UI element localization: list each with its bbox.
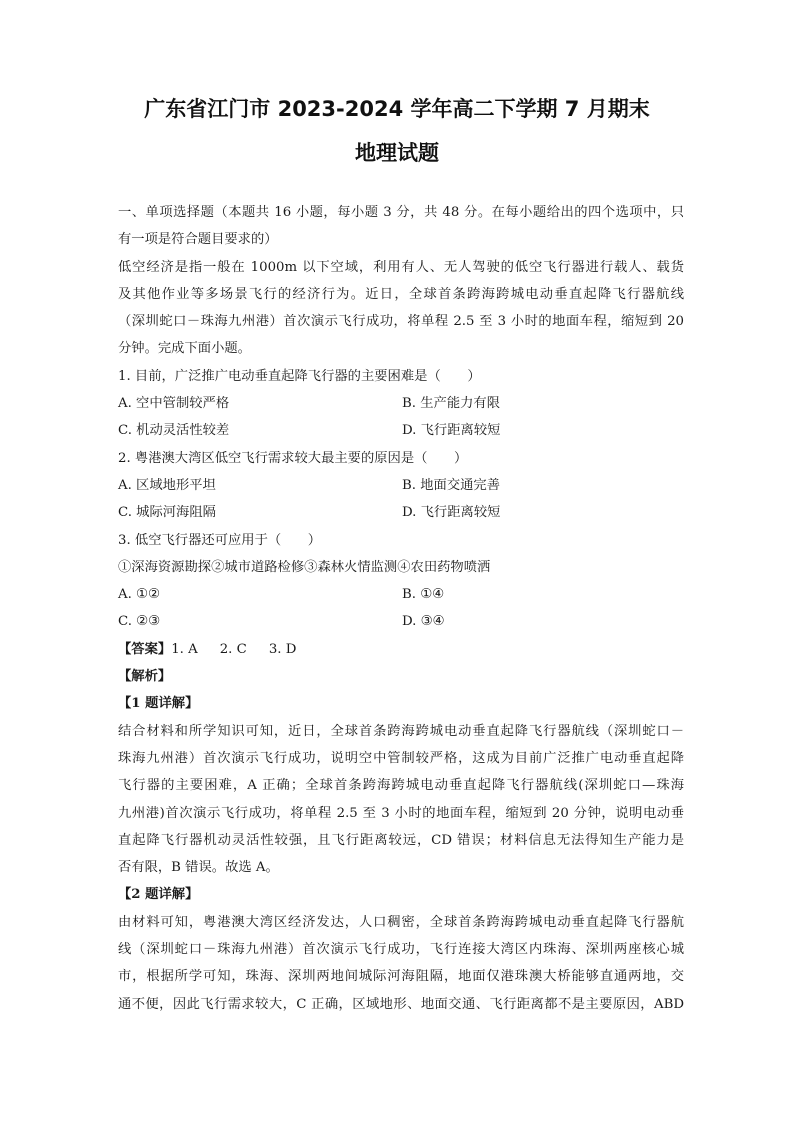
analysis-line: 结合材料和所学知识可知，近日，全球首条跨海跨城电动垂直起降飞行器航线（深圳蛇口－ [118, 723, 684, 739]
passage-line: 低空经济是指一般在 1000m 以下空域，利用有人、无人驾驶的低空飞行器进行载人、载货 [118, 259, 684, 275]
question-sub-items: ①深海资源勘探②城市道路检修③森林火情监测④农田药物喷洒 [118, 559, 491, 575]
option-c: C. 机动灵活性较差 [118, 423, 230, 439]
option-row [118, 472, 684, 499]
option-a: A. 空中管制较严格 [118, 396, 230, 412]
option-a: A. 区域地形平坦 [118, 477, 216, 493]
option-row [118, 581, 684, 608]
section-instruction-line: 有一项是符合题目要求的） [118, 232, 278, 248]
analysis-line: 由材料可知，粤港澳大湾区经济发达，人口稠密，全球首条跨海跨城电动垂直起降飞行器航 [118, 914, 684, 930]
option-row [118, 417, 684, 444]
analysis-line: 直起降飞行器机动灵活性较强，且飞行距离较远，CD 错误；材料信息无法得知生产能力是 [118, 832, 684, 848]
analysis-line: 飞行器的主要困难，A 正确；全球首条跨海跨城电动垂直起降飞行器航线(深圳蛇口—珠海 [118, 778, 684, 794]
answer-label: 【答案】 [118, 641, 172, 657]
question-stem: 1. 目前，广泛推广电动垂直起降飞行器的主要困难是（ ） [118, 368, 481, 384]
document-title: 广东省江门市 2023-2024 学年高二下学期 7 月期末 [144, 97, 650, 121]
option-row [118, 390, 684, 417]
passage-line: 分钟。完成下面小题。 [118, 341, 251, 357]
q2-analysis-label: 【2 题详解】 [118, 887, 199, 903]
analysis-line: 否有限，B 错误。故选 A。 [118, 860, 279, 876]
option-c: C. ②③ [118, 614, 160, 630]
option-c: C. 城际河海阻隔 [118, 505, 216, 521]
question-stem: 3. 低空飞行器还可应用于（ ） [118, 532, 322, 548]
section-instruction-line: 一、单项选择题（本题共 16 小题，每小题 3 分，共 48 分。在每小题给出的四个选项中，只 [118, 205, 684, 220]
option-d: D. ③④ [402, 614, 445, 630]
option-b: B. 生产能力有限 [402, 396, 501, 412]
answer-item: 1. A [171, 641, 198, 657]
option-a: A. ①② [118, 587, 160, 603]
analysis-line: 九州港)首次演示飞行成功，将单程 2.5 至 3 小时的地面车程，缩短到 20 分钟，说明电动垂 [118, 805, 684, 821]
analysis-label: 【解析】 [118, 669, 172, 685]
option-b: B. ①④ [402, 587, 445, 603]
answer-item: 3. D [268, 641, 297, 657]
analysis-line: 线（深圳蛇口－珠海九州港）首次演示飞行成功，飞行连接大湾区内珠海、深圳两座核心城 [118, 942, 684, 958]
q1-analysis-label: 【1 题详解】 [118, 696, 199, 712]
option-d: D. 飞行距离较短 [402, 423, 501, 439]
option-row [118, 608, 684, 635]
document-body [118, 199, 684, 1018]
passage-line: （深圳蛇口－珠海九州港）首次演示飞行成功，将单程 2.5 至 3 小时的地面车程，缩短到 20 [118, 314, 684, 330]
option-row [118, 499, 684, 526]
question-stem: 2. 粤港澳大湾区低空飞行需求较大最主要的原因是（ ） [118, 450, 468, 466]
analysis-line: 市，根据所学可知，珠海、深圳两地间城际河海阻隔，地面仅港珠澳大桥能够直通两地，交 [118, 969, 684, 985]
passage-line: 及其他作业等多场景飞行的经济行为。近日，全球首条跨海跨城电动垂直起降飞行器航线 [118, 286, 684, 302]
answer-item: 2. C [219, 641, 247, 657]
analysis-line: 珠海九州港）首次演示飞行成功，说明空中管制较严格，这成为目前广泛推广电动垂直起降 [118, 750, 684, 766]
answer-line [118, 636, 684, 663]
option-d: D. 飞行距离较短 [402, 505, 501, 521]
analysis-line: 通不便，因此飞行需求较大，C 正确，区域地形、地面交通、飞行距离都不是主要原因，ABD [118, 996, 684, 1012]
document-subtitle: 地理试题 [355, 141, 439, 165]
option-b: B. 地面交通完善 [402, 477, 501, 493]
